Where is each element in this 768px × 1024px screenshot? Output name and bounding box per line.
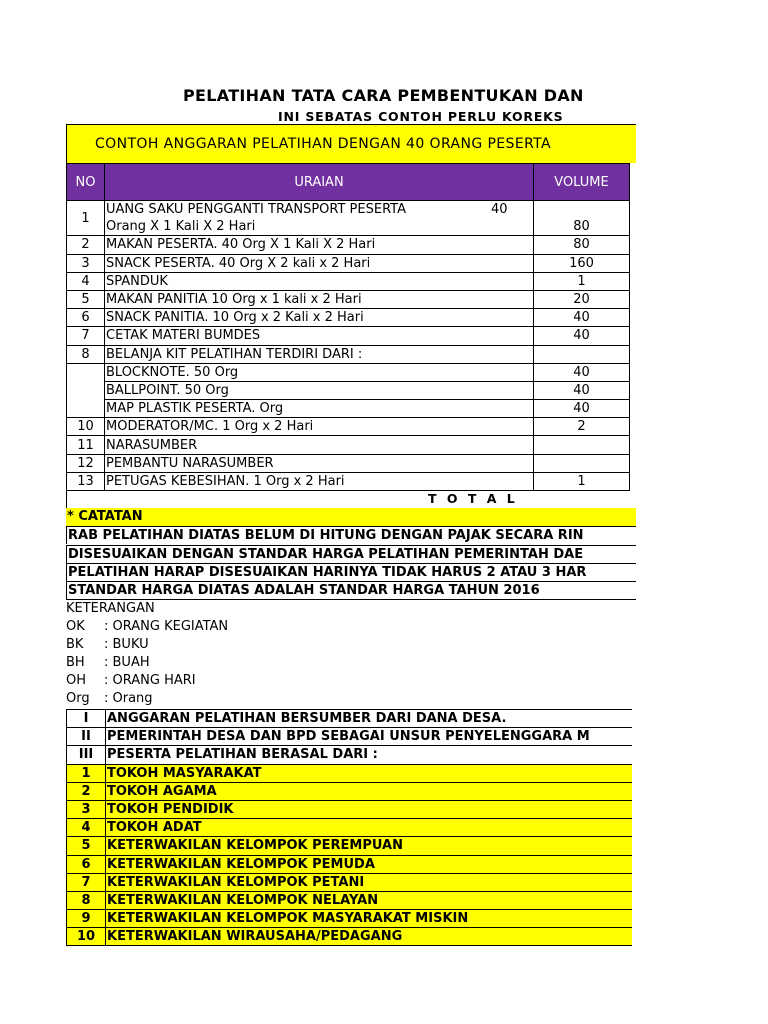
row-description: Orang X 1 Kali X 2 Hari (105, 218, 534, 236)
keterangan-item (66, 673, 196, 688)
row-description: BLOCKNOTE. 50 Org (105, 363, 534, 381)
row-number: 5 (67, 290, 105, 308)
list-number: 8 (67, 891, 106, 909)
table-row (67, 272, 630, 290)
keterangan-desc: : ORANG HARI (104, 673, 196, 688)
keterangan-item (66, 637, 149, 652)
row-description (105, 201, 534, 219)
table-row (67, 201, 630, 219)
list-number: 2 (67, 782, 106, 800)
table-row (67, 345, 630, 363)
keterangan-abbr: BK (66, 637, 84, 652)
keterangan-item (66, 691, 153, 706)
table-row (67, 381, 630, 399)
list-item (67, 764, 633, 782)
list-number: 3 (67, 800, 106, 818)
catatan-heading: * CATATAN (66, 508, 636, 526)
row-volume: 40 (534, 363, 630, 381)
list-item (67, 782, 633, 800)
list-text: ANGGARAN PELATIHAN BERSUMBER DARI DANA DESA. (106, 710, 633, 728)
list-number: III (67, 746, 106, 764)
list-text: TOKOH MASYARAKAT (106, 764, 633, 782)
row-description: CETAK MATERI BUMDES (105, 327, 534, 345)
header-no: NO (67, 164, 105, 201)
row-number: 7 (67, 327, 105, 345)
row-description: SNACK PANITIA. 10 Org x 2 Kali x 2 Hari (105, 309, 534, 327)
list-item (67, 837, 633, 855)
row-volume: 1 (534, 272, 630, 290)
row-description: MAKAN PESERTA. 40 Org X 1 Kali X 2 Hari (105, 236, 534, 254)
row-description: NARASUMBER (105, 436, 534, 454)
table-row (67, 254, 630, 272)
row-description-extra: 40 (491, 202, 508, 217)
row-description: PEMBANTU NARASUMBER (105, 454, 534, 472)
keterangan-label: KETERANGAN (66, 601, 155, 616)
row-number: 13 (67, 472, 105, 490)
row-volume: 80 (534, 218, 630, 236)
row-volume-empty (534, 201, 630, 219)
list-number: I (67, 710, 106, 728)
list-text: KETERWAKILAN KELOMPOK PETANI (106, 873, 633, 891)
table-row (67, 472, 630, 490)
budget-table (66, 163, 630, 491)
row-description: PETUGAS KEBESIHAN. 1 Org x 2 Hari (105, 472, 534, 490)
row-volume: 40 (534, 381, 630, 399)
row-number: 6 (67, 309, 105, 327)
row-volume: 40 (534, 309, 630, 327)
row-volume: 40 (534, 400, 630, 418)
list-item (67, 855, 633, 873)
list-text: PESERTA PELATIHAN BERASAL DARI : (106, 746, 633, 764)
list-item (67, 928, 633, 946)
list-text: TOKOH AGAMA (106, 782, 633, 800)
list-text: KETERWAKILAN WIRAUSAHA/PEDAGANG (106, 928, 633, 946)
row-volume: 20 (534, 290, 630, 308)
table-row (67, 309, 630, 327)
row-description: MAKAN PANITIA 10 Org x 1 kali x 2 Hari (105, 290, 534, 308)
list-item (67, 910, 633, 928)
list-item (67, 746, 633, 764)
row-volume (534, 345, 630, 363)
table-row (67, 363, 630, 381)
list-item (67, 891, 633, 909)
keterangan-abbr: Org (66, 691, 90, 706)
table-row (67, 418, 630, 436)
list-number: 5 (67, 837, 106, 855)
row-volume: 80 (534, 236, 630, 254)
list-text: PEMERINTAH DESA DAN BPD SEBAGAI UNSUR PENYELENGGARA M (106, 728, 633, 746)
keterangan-desc: : BUKU (104, 637, 149, 652)
keterangan-abbr: OK (66, 619, 85, 634)
row-description: SNACK PESERTA. 40 Org X 2 kali x 2 Hari (105, 254, 534, 272)
row-number: 12 (67, 454, 105, 472)
row-number: 1 (67, 201, 105, 236)
list-item (67, 819, 633, 837)
table-row (67, 290, 630, 308)
row-volume (534, 454, 630, 472)
list-text: KETERWAKILAN KELOMPOK NELAYAN (106, 891, 633, 909)
row-number: 3 (67, 254, 105, 272)
row-volume: 160 (534, 254, 630, 272)
list-text: KETERWAKILAN KELOMPOK MASYARAKAT MISKIN (106, 910, 633, 928)
row-description: SPANDUK (105, 272, 534, 290)
list-text: KETERWAKILAN KELOMPOK PEREMPUAN (106, 837, 633, 855)
table-row (67, 236, 630, 254)
peserta-list (66, 709, 632, 946)
keterangan-desc: : BUAH (104, 655, 150, 670)
row-description: BALLPOINT. 50 Org (105, 381, 534, 399)
table-row (67, 327, 630, 345)
row-description: MAP PLASTIK PESERTA. Org (105, 400, 534, 418)
list-number: 7 (67, 873, 106, 891)
list-number: 4 (67, 819, 106, 837)
list-number: 6 (67, 855, 106, 873)
keterangan-item (66, 655, 150, 670)
row-number: 8 (67, 345, 105, 363)
table-row (67, 454, 630, 472)
total-row (66, 490, 636, 508)
list-item (67, 728, 633, 746)
table-row (67, 400, 630, 418)
budget-banner (66, 124, 636, 163)
list-item (67, 800, 633, 818)
list-item (67, 873, 633, 891)
keterangan-item (66, 619, 228, 634)
list-text: KETERWAKILAN KELOMPOK PEMUDA (106, 855, 633, 873)
row-volume: 2 (534, 418, 630, 436)
list-number: 10 (67, 928, 106, 946)
total-label: T O T A L (428, 491, 518, 506)
row-number: 2 (67, 236, 105, 254)
header-volume: VOLUME (534, 164, 630, 201)
table-row (67, 436, 630, 454)
table-header-row (67, 164, 630, 201)
list-text: TOKOH ADAT (106, 819, 633, 837)
list-text: TOKOH PENDIDIK (106, 800, 633, 818)
note-line: DISESUAIKAN DENGAN STANDAR HARGA PELATIHAN PEMERINTAH DAE (66, 545, 636, 563)
note-line: PELATIHAN HARAP DISESUAIKAN HARINYA TIDAK HARUS 2 ATAU 3 HAR (66, 563, 636, 581)
keterangan-desc: : ORANG KEGIATAN (104, 619, 229, 634)
header-uraian: URAIAN (105, 164, 534, 201)
list-number: II (67, 728, 106, 746)
row-number: 10 (67, 418, 105, 436)
keterangan-desc: : Orang (104, 691, 153, 706)
keterangan-abbr: OH (66, 673, 87, 688)
row-volume: 1 (534, 472, 630, 490)
table-row (67, 218, 630, 236)
document-title: PELATIHAN TATA CARA PEMBENTUKAN DAN (183, 86, 584, 105)
row-description-text: UANG SAKU PENGGANTI TRANSPORT PESERTA (106, 202, 406, 218)
note-line: STANDAR HARGA DIATAS ADALAH STANDAR HARGA TAHUN 2016 (66, 581, 636, 600)
row-description: MODERATOR/MC. 1 Org x 2 Hari (105, 418, 534, 436)
document-subtitle: INI SEBATAS CONTOH PERLU KOREKS (278, 109, 564, 124)
note-line: RAB PELATIHAN DIATAS BELUM DI HITUNG DENGAN PAJAK SECARA RIN (66, 526, 636, 544)
keterangan-abbr: BH (66, 655, 85, 670)
row-number-empty (67, 363, 105, 418)
list-number: 9 (67, 910, 106, 928)
list-item (67, 710, 633, 728)
row-number: 11 (67, 436, 105, 454)
row-volume: 40 (534, 327, 630, 345)
banner-text: CONTOH ANGGARAN PELATIHAN DENGAN 40 ORANG PESERTA (95, 136, 552, 152)
list-number: 1 (67, 764, 106, 782)
row-number: 4 (67, 272, 105, 290)
row-description: BELANJA KIT PELATIHAN TERDIRI DARI : (105, 345, 534, 363)
row-volume (534, 436, 630, 454)
